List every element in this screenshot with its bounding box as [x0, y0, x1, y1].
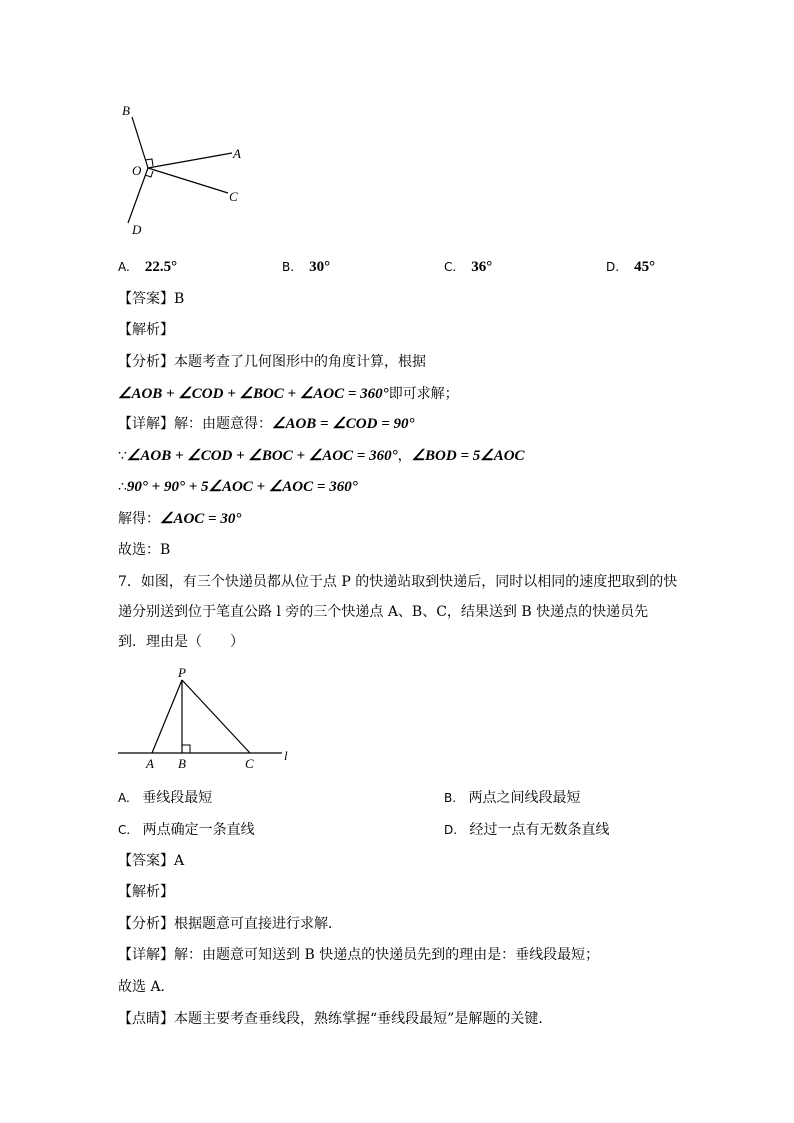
q6-solve-line: 解得：∠AOC = 30° — [118, 511, 242, 527]
q6-option-d[interactable]: D. 45° — [606, 259, 656, 275]
q7-answer: 【答案】A — [118, 853, 185, 869]
q7-stem-line-2: 递分别送到位于笔直公路 l 旁的三个快递点 A、B、C，结果送到 B 快递点的快递员先 — [118, 604, 649, 620]
q7-stem-line-1: 7．如图，有三个快递员都从位于点 P 的快递站取到快递后，同时以相同的速度把取到的快 — [118, 574, 678, 590]
q7-stem-line-3: 到．理由是（ ） — [118, 634, 244, 650]
q6-detail-eq: ∠AOB = ∠COD = 90° — [272, 416, 415, 432]
q7-road-figure — [110, 660, 310, 772]
q7-label-p: P — [178, 665, 186, 680]
therefore-symbol: ∴ — [118, 479, 127, 495]
q6-because-line: ∵∠AOB + ∠COD + ∠BOC + ∠AOC = 360°，∠BOD = 5∠AOC — [118, 448, 525, 464]
q6-label-c: C — [229, 189, 238, 204]
q7-label-l: l — [284, 748, 288, 763]
q6-analysis-intro: 【分析】本题考查了几何图形中的角度计算，根据 — [118, 354, 426, 370]
q6-option-b[interactable]: B. 30° — [282, 259, 331, 275]
q6-label-o: O — [132, 163, 142, 178]
q7-option-d[interactable]: D. 经过一点有无数条直线 — [444, 822, 610, 838]
q7-label-b: B — [178, 756, 186, 771]
q6-angle-figure — [110, 95, 270, 245]
q6-option-a[interactable]: A. 22.5° — [118, 259, 178, 275]
q6-option-c[interactable]: C. 36° — [444, 259, 493, 275]
q6-label-b: B — [122, 103, 130, 118]
q7-analysis-text: 【分析】根据题意可直接进行求解． — [118, 916, 342, 932]
q7-label-c: C — [245, 756, 254, 771]
q6-formula-line: ∠AOB + ∠COD + ∠BOC + ∠AOC = 360°即可求解； — [118, 386, 459, 402]
q6-formula-sum: ∠AOB + ∠COD + ∠BOC + ∠AOC = 360° — [118, 386, 389, 402]
q6-therefore-line: ∴90° + 90° + 5∠AOC + ∠AOC = 360° — [118, 479, 358, 495]
q6-label-a: A — [233, 146, 241, 161]
q6-answer: 【答案】B — [118, 291, 185, 307]
q7-analysis-title: 【解析】 — [118, 884, 174, 900]
q7-comment: 【点睛】本题主要考查垂线段，熟练掌握“垂线段最短”是解题的关键． — [118, 1011, 553, 1027]
q7-option-b[interactable]: B. 两点之间线段最短 — [444, 790, 581, 806]
q7-choose: 故选 A． — [118, 979, 175, 995]
q7-option-c[interactable]: C. 两点确定一条直线 — [118, 822, 255, 838]
q7-option-a[interactable]: A. 垂线段最短 — [118, 790, 213, 806]
q7-label-a: A — [146, 756, 154, 771]
q6-label-d: D — [132, 222, 142, 237]
q6-analysis-title: 【解析】 — [118, 322, 174, 338]
q6-choose: 故选：B — [118, 542, 171, 558]
q7-detail-text: 【详解】解：由题意可知送到 B 快递点的快递员先到的理由是：垂线段最短； — [118, 947, 600, 963]
q6-detail-line: 【详解】解：由题意得：∠AOB = ∠COD = 90° — [118, 416, 415, 432]
because-symbol: ∵ — [118, 448, 127, 464]
